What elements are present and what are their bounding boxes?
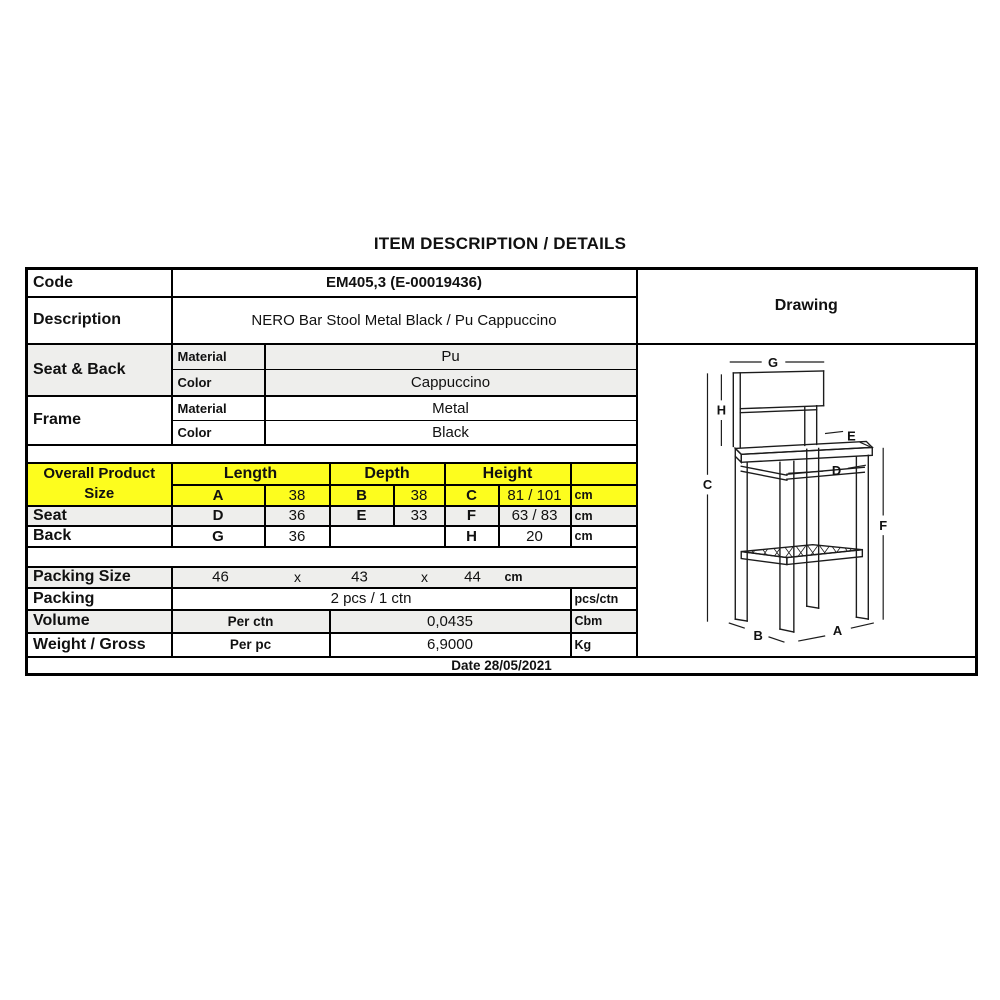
dim-label-d: D bbox=[831, 462, 841, 478]
seatback-material-key: Material bbox=[172, 344, 265, 370]
page-title: ITEM DESCRIPTION / DETAILS bbox=[373, 234, 627, 253]
weight-per: Per pc bbox=[172, 633, 330, 657]
overall-height-value: 81 / 101 bbox=[499, 485, 571, 506]
seat-depth-value: 33 bbox=[394, 506, 445, 526]
packing-dim-1: 46 bbox=[212, 568, 229, 586]
seatback-label: Seat & Back bbox=[27, 344, 172, 396]
seat-length-key: D bbox=[172, 506, 265, 526]
dim-label-f: F bbox=[878, 517, 887, 533]
dimension-f bbox=[879, 448, 887, 619]
overall-unit: cm bbox=[571, 485, 637, 506]
dimension-g bbox=[730, 354, 823, 369]
code-label: Code bbox=[27, 269, 172, 297]
dim-label-e: E bbox=[846, 427, 856, 443]
seat-unit: cm bbox=[571, 506, 637, 526]
description-label: Description bbox=[27, 297, 172, 344]
dimension-a bbox=[798, 623, 872, 641]
back-length-value: 36 bbox=[265, 526, 330, 547]
dim-label-b: B bbox=[752, 627, 763, 643]
frame-color-key: Color bbox=[172, 421, 265, 445]
packing-size-value bbox=[172, 567, 637, 588]
seatback-color-value: Cappuccino bbox=[265, 370, 637, 396]
seat-depth-key: E bbox=[330, 506, 394, 526]
back-length-key: G bbox=[172, 526, 265, 547]
dim-label-h: H bbox=[716, 402, 726, 418]
date-value: Date 28/05/2021 bbox=[27, 657, 977, 675]
description-value: NERO Bar Stool Metal Black / Pu Cappuccino bbox=[172, 297, 637, 344]
seat-height-value: 63 / 83 bbox=[499, 506, 571, 526]
back-unit: cm bbox=[571, 526, 637, 547]
seat-height-key: F bbox=[445, 506, 499, 526]
frame-material-key: Material bbox=[172, 396, 265, 421]
dimension-b bbox=[729, 623, 784, 643]
packing-sep-1: x bbox=[294, 569, 301, 585]
packing-size-unit: cm bbox=[504, 570, 523, 584]
back-height-key: H bbox=[445, 526, 499, 547]
drawing-cell bbox=[637, 344, 977, 657]
col-length: Length bbox=[172, 463, 330, 485]
weight-label: Weight / Gross bbox=[27, 633, 172, 657]
row-date bbox=[27, 657, 977, 675]
dim-label-c: C bbox=[702, 476, 712, 492]
frame-material-value: Metal bbox=[265, 396, 637, 421]
code-value: EM405,3 (E-00019436) bbox=[172, 269, 637, 297]
overall-depth-key: B bbox=[330, 485, 394, 506]
packing-dim-2: 43 bbox=[351, 568, 368, 586]
spacer-cell bbox=[27, 547, 637, 567]
weight-unit: Kg bbox=[571, 633, 637, 657]
seat bbox=[735, 441, 872, 480]
frame-color-value: Black bbox=[265, 421, 637, 445]
overall-depth-value: 38 bbox=[394, 485, 445, 506]
overall-height-key: C bbox=[445, 485, 499, 506]
dim-label-g: G bbox=[767, 354, 778, 370]
col-depth: Depth bbox=[330, 463, 445, 485]
weight-value: 6,9000 bbox=[330, 633, 571, 657]
overall-length-key: A bbox=[172, 485, 265, 506]
backrest bbox=[733, 370, 823, 446]
packing-label: Packing bbox=[27, 588, 172, 610]
back-size-label: Back bbox=[27, 526, 172, 547]
col-unit-empty bbox=[571, 463, 637, 485]
overall-size-line2: Size bbox=[84, 485, 115, 502]
packing-dim-3: 44 bbox=[464, 568, 481, 586]
volume-value: 0,0435 bbox=[330, 610, 571, 633]
row-code bbox=[27, 269, 977, 297]
packing-unit: pcs/ctn bbox=[571, 588, 637, 610]
col-height: Height bbox=[445, 463, 571, 485]
dimension-h bbox=[716, 374, 725, 444]
dim-label-a: A bbox=[832, 622, 842, 638]
overall-length-value: 38 bbox=[265, 485, 330, 506]
bar-stool-figure bbox=[638, 345, 976, 656]
row-seatback-material bbox=[27, 344, 977, 370]
legs bbox=[735, 448, 868, 632]
spec-table bbox=[25, 267, 978, 676]
packing-value: 2 pcs / 1 ctn bbox=[172, 588, 571, 610]
volume-unit: Cbm bbox=[571, 610, 637, 633]
seat-length-value: 36 bbox=[265, 506, 330, 526]
seatback-material-value: Pu bbox=[265, 344, 637, 370]
back-height-value: 20 bbox=[499, 526, 571, 547]
drawing-header: Drawing bbox=[637, 269, 977, 344]
packing-size-label: Packing Size bbox=[27, 567, 172, 588]
overall-size-line1: Overall Product bbox=[43, 465, 156, 482]
overall-size-label bbox=[27, 463, 172, 506]
seat-size-label: Seat bbox=[27, 506, 172, 526]
seatback-color-key: Color bbox=[172, 370, 265, 396]
frame-label: Frame bbox=[27, 396, 172, 445]
footrest bbox=[733, 541, 868, 564]
volume-label: Volume bbox=[27, 610, 172, 633]
spacer-cell bbox=[27, 445, 637, 463]
dimension-c bbox=[702, 373, 711, 620]
volume-per: Per ctn bbox=[172, 610, 330, 633]
back-depth-empty bbox=[330, 526, 445, 547]
packing-sep-2: x bbox=[421, 569, 428, 585]
